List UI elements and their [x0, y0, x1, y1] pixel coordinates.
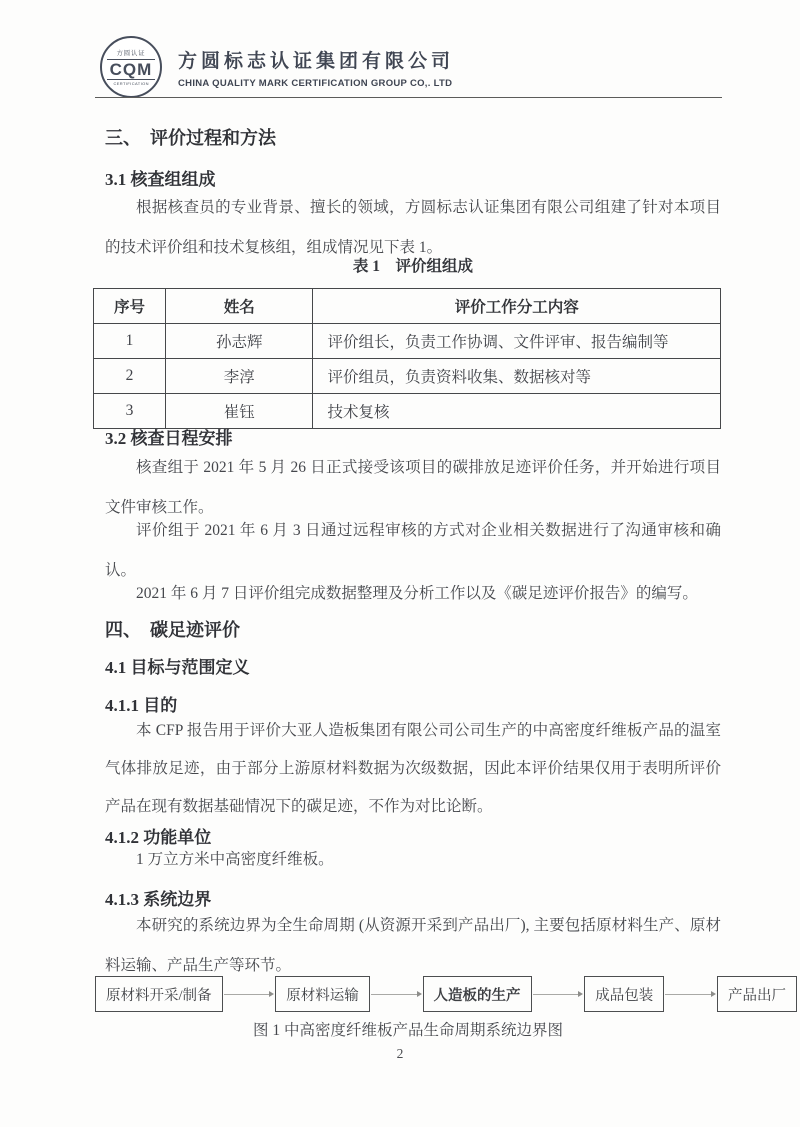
heading-4-1-3: 4.1.3 系统边界: [105, 890, 212, 909]
col-header-index: 序号: [94, 289, 166, 324]
table-row: [94, 324, 721, 359]
flow-step-raw-material-transport: 原材料运输: [275, 976, 370, 1012]
cell-role: 评价组长，负责工作协调、文件评审、报告编制等: [313, 324, 721, 359]
paragraph-3-2-2: 评价组于 2021 年 6 月 3 日通过远程审核的方式对企业相关数据进行了沟通审核和确认。: [105, 522, 721, 579]
flow-arrow-icon: [371, 991, 422, 997]
paragraph-3-1: 根据核查员的专业背景、擅长的领域，方圆标志认证集团有限公司组建了针对本项目的技术评价组和技术复核组，组成情况见下表 1。: [105, 199, 721, 256]
page-number: 2: [396, 1046, 404, 1061]
cell-name: 李淳: [166, 359, 313, 394]
heading-3-1: 3.1 核查组组成: [105, 170, 216, 189]
logo-arc-bottom-text: CERTIFICATION: [113, 81, 149, 86]
cqm-logo-icon: [100, 36, 162, 98]
flow-arrow-icon: [533, 991, 584, 997]
company-name-en: CHINA QUALITY MARK CERTIFICATION GROUP CO,. LTD: [178, 77, 453, 89]
cell-index: 1: [94, 324, 166, 359]
letterhead: [100, 36, 454, 98]
company-name-cn: 方圆标志认证集团有限公司: [178, 50, 455, 72]
heading-section-3: 三、 评价过程和方法: [105, 128, 276, 148]
table-caption: 表 1 评价组组成: [352, 258, 474, 275]
flow-step-product-packaging: 成品包装: [584, 976, 664, 1012]
flow-step-product-shipment: 产品出厂: [717, 976, 797, 1012]
heading-4-1-2: 4.1.2 功能单位: [105, 828, 212, 847]
cell-role: 评价组员，负责资料收集、数据核对等: [313, 359, 721, 394]
paragraph-4-1-3: 本研究的系统边界为全生命周期 (从资源开采到产品出厂), 主要包括原材料生产、原材料运输、产品生产等环节。: [105, 917, 721, 974]
cell-name: 孙志辉: [166, 324, 313, 359]
logo-abbr-text: CQM: [107, 59, 156, 80]
paragraph-3-2-1: 核查组于 2021 年 5 月 26 日正式接受该项目的碳排放足迹评价任务，并开始进行项目文件审核工作。: [105, 459, 721, 516]
flow-arrow-icon: [224, 991, 275, 997]
flow-step-raw-material-extraction: 原材料开采/制备: [95, 976, 223, 1012]
flow-step-panel-production: 人造板的生产: [423, 976, 532, 1012]
cell-index: 2: [94, 359, 166, 394]
table-row: [94, 359, 721, 394]
col-header-name: 姓名: [166, 289, 313, 324]
col-header-role: 评价工作分工内容: [313, 289, 721, 324]
cell-name: 崔钰: [166, 394, 313, 429]
company-name-block: [178, 46, 454, 89]
evaluation-team-table: [93, 288, 721, 429]
figure-caption: 图 1 中高密度纤维板产品生命周期系统边界图: [252, 1022, 563, 1039]
paragraph-4-1-1: 本 CFP 报告用于评价大亚人造板集团有限公司公司生产的中高密度纤维板产品的温室气体排放足迹，由于部分上游原材料数据为次级数据，因此本评价结果仅用于表明所评价产品在现有数据基础情况下的碳足迹，不作为对比论断。: [105, 722, 721, 815]
heading-section-4: 四、 碳足迹评价: [105, 620, 240, 640]
heading-4-1-1: 4.1.1 目的: [105, 696, 178, 715]
logo-arc-top-text: 方圆认证: [116, 49, 146, 57]
heading-3-2: 3.2 核查日程安排: [105, 429, 233, 448]
lifecycle-flow-diagram: [95, 976, 797, 1012]
cell-index: 3: [94, 394, 166, 429]
paragraph-3-2-3: 2021 年 6 月 7 日评价组完成数据整理及分析工作以及《碳足迹评价报告》的编写。: [136, 585, 698, 602]
table-header-row: [94, 289, 721, 324]
header-divider: [95, 97, 722, 98]
flow-arrow-icon: [665, 991, 716, 997]
paragraph-4-1-2: 1 万立方米中高密度纤维板。: [136, 851, 334, 868]
cell-role: 技术复核: [313, 394, 721, 429]
heading-4-1: 4.1 目标与范围定义: [105, 658, 250, 677]
